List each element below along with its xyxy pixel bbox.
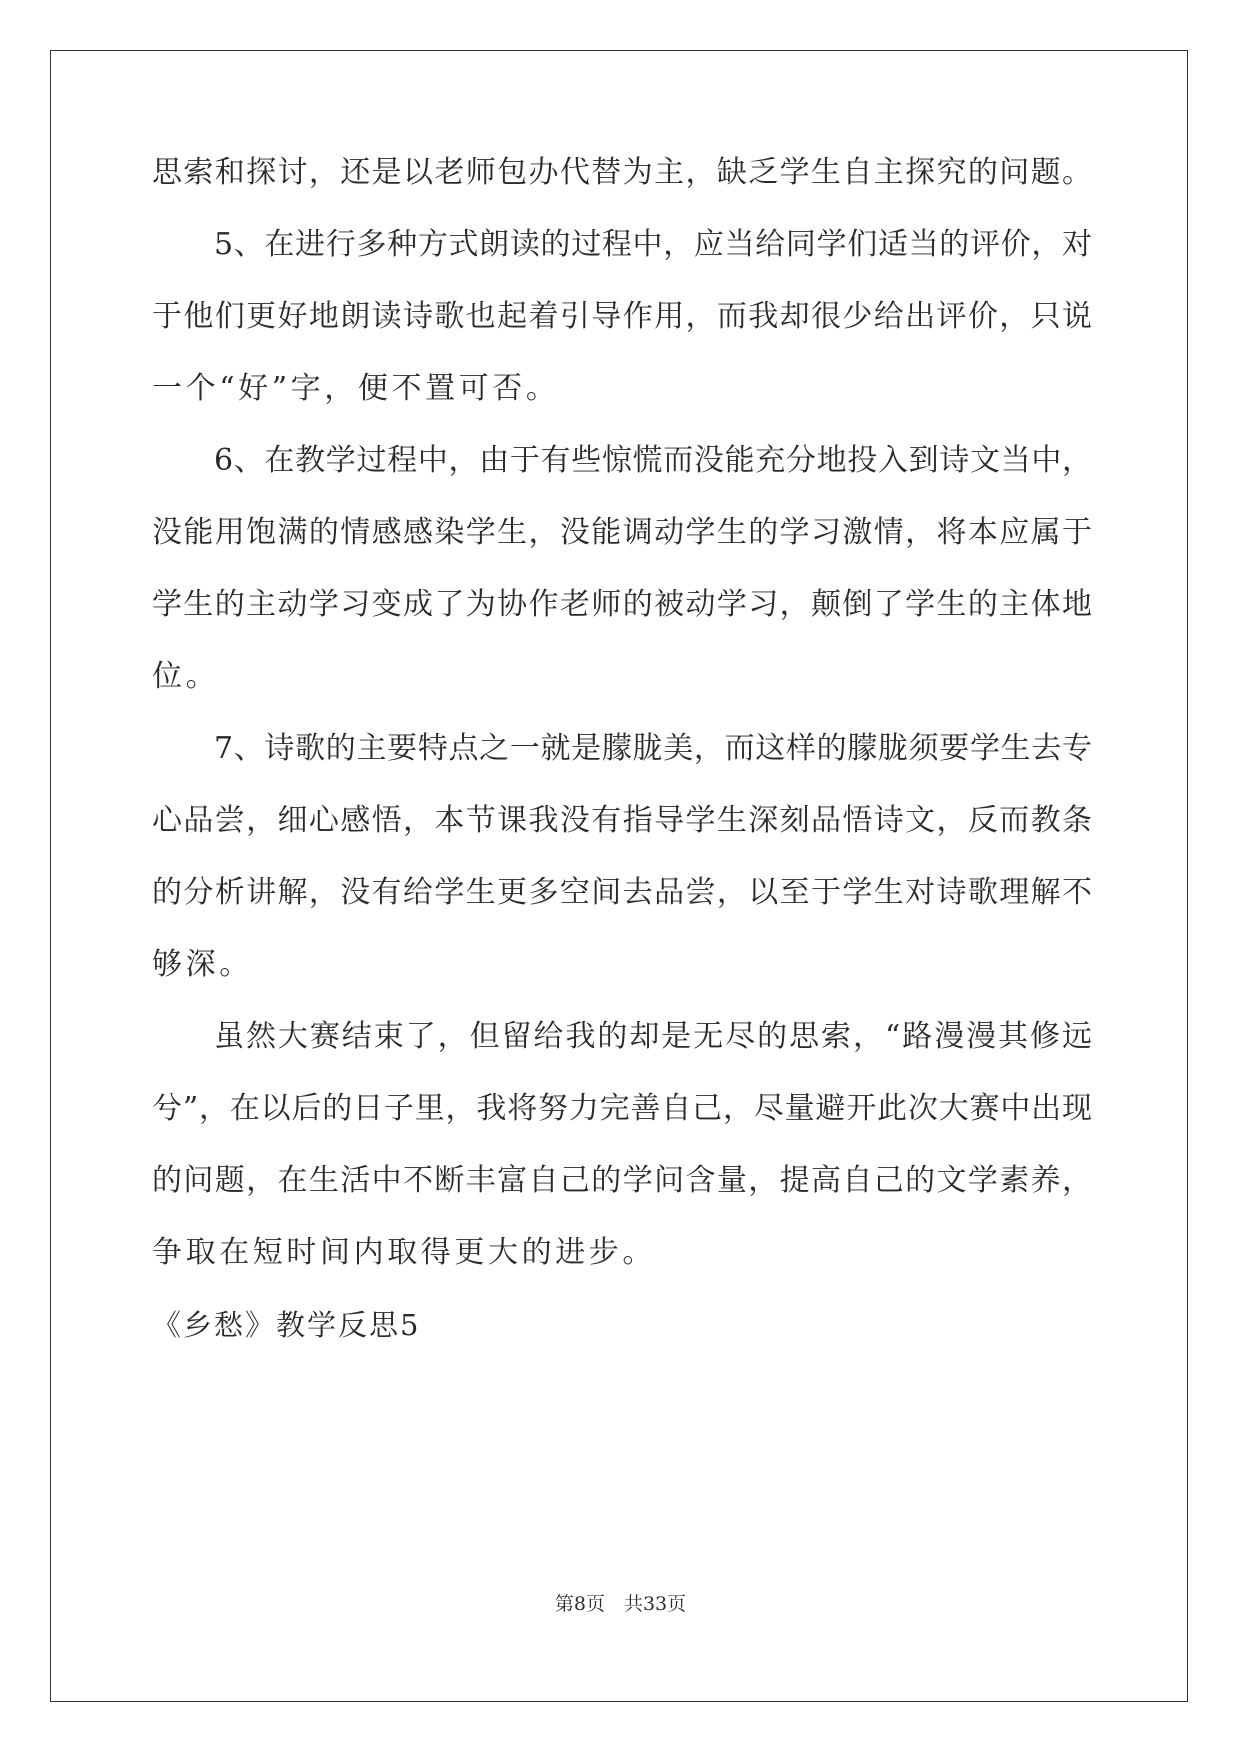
paragraph-line: 位。 <box>152 659 220 694</box>
paragraph-line: 兮”，在以后的日子里，我将努力完善自己，尽量避开此次大赛中出现 <box>152 1091 1092 1126</box>
paragraph-line: 争取在短时间内取得更大的进步。 <box>152 1235 656 1270</box>
paragraph-line: 够深。 <box>152 947 253 982</box>
paragraph-line: 一个“好”字，便不置可否。 <box>152 371 560 406</box>
paragraph-line: 7、诗歌的主要特点之一就是朦胧美，而这样的朦胧须要学生去专 <box>214 731 1092 766</box>
paragraph-line: 6、在教学过程中，由于有些惊慌而没能充分地投入到诗文当中， <box>214 443 1092 478</box>
page-footer: 第8页 共33页 <box>554 1593 687 1615</box>
paragraph-line: 5、在进行多种方式朗读的过程中，应当给同学们适当的评价，对 <box>214 227 1092 262</box>
paragraph-line: 的分析讲解，没有给学生更多空间去品尝，以至于学生对诗歌理解不 <box>152 875 1092 910</box>
paragraph-line: 没能用饱满的情感感染学生，没能调动学生的学习激情，将本应属于 <box>152 515 1092 550</box>
paragraph-line: 的问题，在生活中不断丰富自己的学问含量，提高自己的文学素养， <box>152 1163 1092 1198</box>
section-heading: 《乡愁》教学反思5 <box>152 1308 421 1342</box>
paragraph-line: 思索和探讨，还是以老师包办代替为主，缺乏学生自主探究的问题。 <box>152 155 1092 190</box>
paragraph-line: 于他们更好地朗读诗歌也起着引导作用，而我却很少给出评价，只说 <box>152 299 1092 334</box>
paragraph-line: 心品尝，细心感悟，本节课我没有指导学生深刻品悟诗文，反而教条 <box>152 803 1092 838</box>
paragraph-line: 学生的主动学习变成了为协作老师的被动学习，颠倒了学生的主体地 <box>152 587 1092 622</box>
paragraph-line: 虽然大赛结束了，但留给我的却是无尽的思索，“路漫漫其修远 <box>214 1019 1092 1054</box>
